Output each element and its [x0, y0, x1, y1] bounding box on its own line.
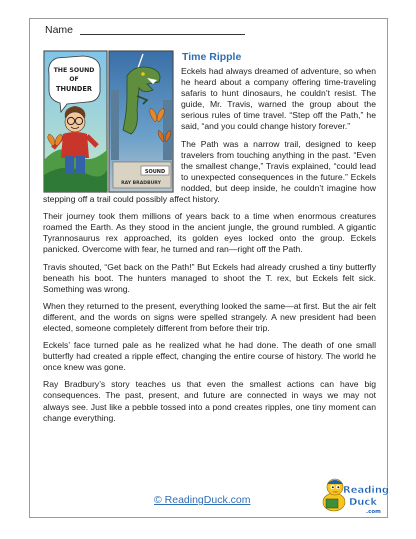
- story-paragraph-7: Ray Bradbury’s story teaches us that even the smallest actions can have big consequences. The past, present, and future are connected in ways we may not always see. Just like a pebble tossed into a pond creates ripples, one tiny moment can change everything.: [43, 379, 376, 423]
- logo-line-2: Duck: [349, 497, 377, 508]
- story-paragraph-6: Eckels’ face turned pale as he realized what he had done. The death of one small butterfly had created a ripple effect, changing the entire course of history. The world he once knew was gone.: [43, 340, 376, 373]
- logo-line-1: Reading: [343, 485, 390, 496]
- duck-icon: [323, 479, 345, 511]
- bubble-text-top: THE SOUND: [53, 67, 95, 74]
- logo-suffix: .com: [366, 509, 381, 515]
- story-paragraph-2: The Path was a narrow trail, designed to keep travelers from touching anything in the past. “Even the smallest change,” Travis explained, “could lead to unexpected consequences in the future.” Eckels nodded, but deep inside, he couldn’t imagine how stepping off a trail could possibly affect history.: [43, 138, 376, 205]
- sign-text: SOUND: [144, 169, 166, 175]
- name-blank-line: [80, 34, 245, 35]
- story-paragraph-5: When they returned to the present, everything looked the same—at first. But the air felt different, and the words on signs were spelled strangely. A new president had been elected, someone completely different from before their trip.: [43, 300, 376, 333]
- author-text: RAY BRADBURY: [121, 181, 161, 186]
- worksheet-page: [29, 18, 388, 518]
- story-paragraph-4: Travis shouted, “Get back on the Path!” But Eckels had already crushed a tiny butterfly beneath his boot. The hunters managed to shoot the T. rex, but Eckels felt sick. Something was wrong.: [43, 261, 376, 294]
- readingduck-logo: [321, 472, 390, 516]
- bubble-text-bottom: THUNDER: [56, 85, 92, 93]
- name-label: Name: [45, 24, 74, 36]
- bubble-text-mid: OF: [69, 76, 79, 83]
- readingduck-link[interactable]: © ReadingDuck.com: [154, 494, 251, 506]
- illustration-spacer: [43, 66, 181, 183]
- story-paragraph-3: Their journey took them millions of years back to a time when enormous creatures roamed the Earth. As they stood in the ancient jungle, the ground rumbled. A gigantic Tyrannosaurus rex approached, its golden eyes locked onto the group. Eckels panicked. Overcome with fear, he turned and ran—right off the Path.: [43, 211, 376, 255]
- story-body: [43, 66, 376, 430]
- story-title: Time Ripple: [182, 51, 242, 63]
- story-paragraph-1: Eckels had always dreamed of adventure, so when he heard about a company offering time-traveling safaris to hunt dinosaurs, he couldn’t resist. The guide, Mr. Travis, warned the group about the serious rules of time travel. “Step off the Path,” he said, “and you could change history forever.”: [181, 66, 376, 132]
